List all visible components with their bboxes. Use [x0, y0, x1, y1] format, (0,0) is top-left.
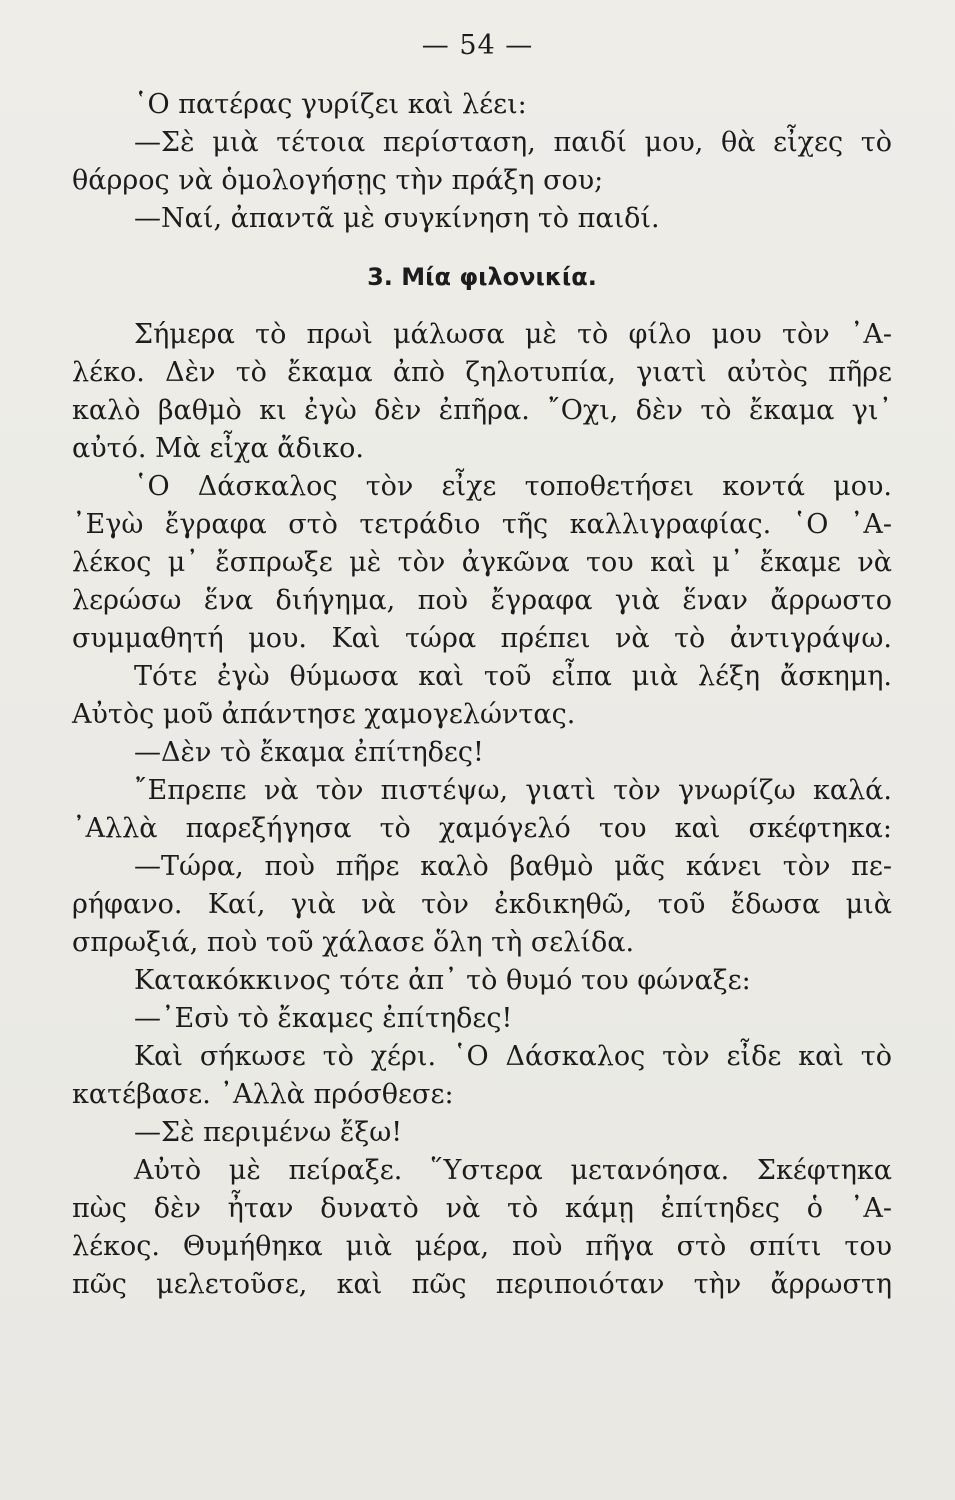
text-line: Σήμερα τὸ πρωὶ μάλωσα μὲ τὸ φίλο μου τὸν ᾿Α-: [134, 319, 892, 350]
text-line: ῾Ο πατέρας γυρίζει καὶ λέει:: [134, 89, 527, 120]
text-line: ῾Ο Δάσκαλος τὸν εἶχε τοποθετήσει κοντά μου.: [134, 471, 892, 502]
text-line: Καὶ σήκωσε τὸ χέρι. ῾Ο Δάσκαλος τὸν εἶδε καὶ τὸ: [134, 1041, 892, 1072]
text-line: αὐτό. Μὰ εἶχα ἄδικο.: [72, 433, 365, 464]
text-line: πὼς δὲν ἦταν δυνατὸ νὰ τὸ κάμῃ ἐπίτηδες ὁ ᾿Α-: [72, 1193, 892, 1224]
text-line: θάρρος νὰ ὁμολογήσῃς τὴν πράξη σου;: [72, 165, 604, 196]
text-line: λέκο. Δὲν τὸ ἔκαμα ἀπὸ ζηλοτυπία, γιατὶ αὐτὸς πῆρε: [72, 357, 892, 388]
text-line: —᾿Εσὺ τὸ ἔκαμες ἐπίτηδες!: [134, 1003, 513, 1034]
text-line: Τότε ἐγὼ θύμωσα καὶ τοῦ εἶπα μιὰ λέξη ἄσκημη.: [134, 661, 892, 692]
text-line: ᾿Αλλὰ παρεξήγησα τὸ χαμόγελό του καὶ σκέφτηκα:: [72, 813, 892, 844]
text-line: Αὐτὸς μοῦ ἀπάντησε χαμογελώντας.: [72, 699, 576, 730]
text-line: λέκος μ᾿ ἔσπρωξε μὲ τὸν ἀγκῶνα του καὶ μ᾿ ἔκαμε νὰ: [72, 547, 892, 578]
text-line: —Δὲν τὸ ἔκαμα ἐπίτηδες!: [134, 737, 484, 768]
text-line: ρήφανο. Καί, γιὰ νὰ τὸν ἐκδικηθῶ, τοῦ ἔδωσα μιὰ: [72, 889, 892, 920]
text-line: καλὸ βαθμὸ κι ἐγὼ δὲν ἐπῆρα. ῎Οχι, δὲν τὸ ἔκαμα γι᾿: [72, 395, 892, 426]
text-line: ῎Επρεπε νὰ τὸν πιστέψω, γιατὶ τὸν γνωρίζω καλά.: [134, 775, 892, 806]
text-line: λέκος. Θυμήθηκα μιὰ μέρα, ποὺ πῆγα στὸ σπίτι του: [72, 1231, 892, 1262]
text-line: —Ναί, ἀπαντᾶ μὲ συγκίνηση τὸ παιδί.: [134, 203, 660, 234]
text-line: —Τώρα, ποὺ πῆρε καλὸ βαθμὸ μᾶς κάνει τὸν πε-: [134, 851, 892, 882]
text-line: κατέβασε. ᾿Αλλὰ πρόσθεσε:: [72, 1079, 454, 1110]
text-line: Κατακόκκινος τότε ἀπ᾿ τὸ θυμό του φώναξε:: [134, 965, 751, 996]
page-text: [72, 86, 892, 1304]
text-line: πῶς μελετοῦσε, καὶ πῶς περιποιόταν τὴν ἄρρωστη: [72, 1269, 892, 1300]
text-line: —Σὲ περιμένω ἔξω!: [134, 1117, 403, 1148]
text-line: συμμαθητή μου. Καὶ τώρα πρέπει νὰ τὸ ἀντιγράψω.: [72, 623, 892, 654]
section-heading: 3. Μία φιλονικία.: [367, 263, 597, 291]
text-line: Αὐτὸ μὲ πείραξε. ῞Υστερα μετανόησα. Σκέφτηκα: [134, 1155, 892, 1186]
page-number: — 54 —: [421, 30, 534, 61]
text-line: λερώσω ἕνα διήγημα, ποὺ ἔγραφα γιὰ ἕναν ἄρρωστο: [72, 585, 892, 616]
text-line: ᾿Εγὼ ἔγραφα στὸ τετράδιο τῆς καλλιγραφίας. ῾Ο ᾿Α-: [72, 509, 892, 540]
text-line: σπρωξιά, ποὺ τοῦ χάλασε ὅλη τὴ σελίδα.: [72, 927, 635, 958]
text-line: —Σὲ μιὰ τέτοια περίσταση, παιδί μου, θὰ εἶχες τὸ: [134, 127, 892, 158]
